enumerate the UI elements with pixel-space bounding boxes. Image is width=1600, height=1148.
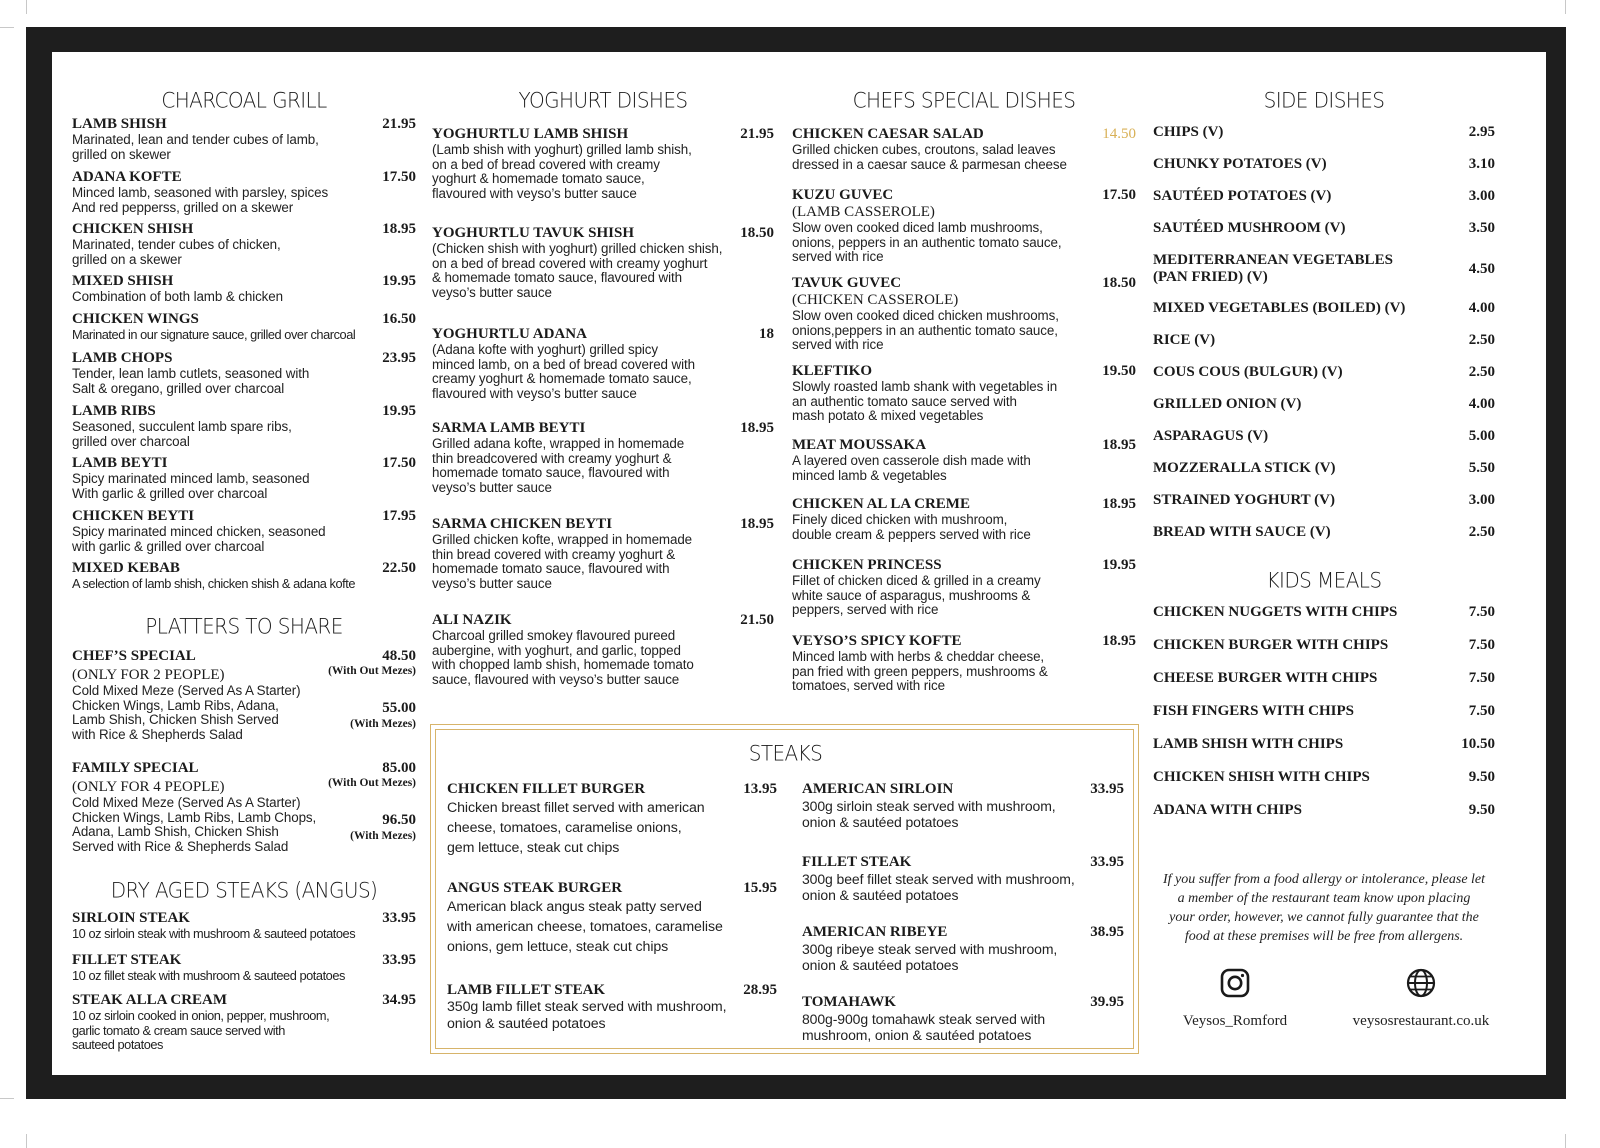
menu-item xyxy=(802,854,1124,903)
desc-line: grilled on skewer xyxy=(72,146,171,162)
desc-line: 300g beef fillet steak served with mushroom, xyxy=(802,871,1075,887)
menu-item xyxy=(802,924,1124,973)
allergy-line: a member of the restaurant team know upon placing xyxy=(1177,891,1471,906)
item-name: GRILLED ONION (V) xyxy=(1153,396,1302,412)
item-name-line2: (PAN FRIED) (V) xyxy=(1153,269,1268,285)
menu-item xyxy=(792,633,1136,694)
item-price: 4.00 xyxy=(1468,396,1495,412)
item-name: CHICKEN PRINCESS xyxy=(792,557,942,573)
menu-item xyxy=(1153,364,1495,396)
price-with-mezes: 96.50 xyxy=(382,812,416,828)
item-name: ALI NAZIK xyxy=(432,612,512,628)
desc-line: veyso’s butter sauce xyxy=(432,479,552,495)
item-name: CHICKEN NUGGETS WITH CHIPS xyxy=(1153,604,1398,620)
item-name: MEDITERRANEAN VEGETABLES xyxy=(1153,252,1393,268)
menu-item xyxy=(72,169,416,215)
desc-line: 350g lamb fillet steak served with mushroom, xyxy=(447,999,727,1015)
desc-line: (Chicken shish with yoghurt) grilled chicken shish, xyxy=(432,241,723,256)
desc-line: onion & sautéed potatoes xyxy=(447,1016,606,1032)
menu-item xyxy=(432,516,774,591)
desc-line: garlic tomato & cream sauce served with xyxy=(72,1022,285,1038)
desc-line: tomatoes, served with rice xyxy=(792,678,945,694)
section-title-kids-meals: KIDS MEALS xyxy=(1266,567,1382,593)
item-name: SARMA CHICKEN BEYTI xyxy=(432,516,613,532)
section-title-steaks: STEAKS xyxy=(748,740,823,766)
item-price: 28.95 xyxy=(743,982,777,998)
item-price: 5.50 xyxy=(1468,460,1495,476)
menu-sheet xyxy=(52,52,1546,1075)
item-price: 2.50 xyxy=(1468,364,1495,380)
item-name: VEYSO’S SPICY KOFTE xyxy=(792,633,962,649)
price-without-mezes: 85.00 xyxy=(382,760,416,776)
desc-line: 300g sirloin steak served with mushroom, xyxy=(802,798,1056,814)
item-price: 33.95 xyxy=(1090,781,1124,797)
item-name: ADANA KOFTE xyxy=(72,169,182,185)
section-title-platters: PLATTERS TO SHARE xyxy=(145,613,343,639)
desc-line: Charcoal grilled smokey flavoured pureed xyxy=(432,628,676,643)
desc-line: grilled over charcoal xyxy=(72,433,190,449)
desc-line: onions, peppers in an authentic tomato sauce, xyxy=(792,234,1062,250)
menu-item xyxy=(447,880,777,957)
item-name: MIXED VEGETABLES (BOILED) (V) xyxy=(1153,300,1406,316)
item-name: CHIPS (V) xyxy=(1153,124,1224,140)
section-title-yoghurt-dishes: YOGHURT DISHES xyxy=(518,87,688,113)
item-price: 7.50 xyxy=(1468,703,1495,719)
item-name: AMERICAN RIBEYE xyxy=(802,924,948,940)
item-subtitle: (CHICKEN CASSEROLE) xyxy=(792,292,959,308)
item-name: KUZU GUVEC xyxy=(792,187,894,203)
desc-line: (Lamb shish with yoghurt) grilled lamb shish, xyxy=(432,142,692,157)
item-name: CHICKEN SHISH xyxy=(72,221,194,237)
desc-line: onion & sautéed potatoes xyxy=(802,957,959,973)
desc-line: with american cheese, tomatoes, caramelise xyxy=(447,919,723,935)
desc-line: with chopped lamb shish, homemade tomato xyxy=(432,657,694,673)
desc-line: peppers, served with rice xyxy=(792,602,939,618)
item-name: CHICKEN SHISH WITH CHIPS xyxy=(1153,769,1370,785)
item-price: 4.50 xyxy=(1468,261,1495,277)
note-with-mezes: (With Mezes) xyxy=(350,718,416,730)
desc-line: dressed in a caesar sauce & parmesan cheese xyxy=(792,156,1067,172)
desc-line: veyso’s butter sauce xyxy=(432,575,552,591)
desc-line: 10 oz sirloin steak with mushroom & sauteed potatoes xyxy=(72,926,356,941)
item-name: LAMB SHISH xyxy=(72,116,167,132)
desc-line: yoghurt & homemade tomato sauce, xyxy=(432,171,645,187)
item-name: STRAINED YOGHURT (V) xyxy=(1153,492,1335,508)
item-name: YOGHURTLU ADANA xyxy=(432,326,587,342)
desc-line: Minced lamb, seasoned with parsley, spices xyxy=(72,185,329,200)
desc-line: & homemade tomato sauce, flavoured with xyxy=(432,270,682,286)
item-price: 18.50 xyxy=(740,225,774,241)
globe-icon xyxy=(1406,968,1436,998)
desc-line: sauteed potatoes xyxy=(72,1037,163,1053)
menu-item xyxy=(792,275,1136,353)
desc-line: minced lamb & vegetables xyxy=(792,467,947,483)
item-price: 2.95 xyxy=(1468,124,1495,140)
steaks-box xyxy=(430,724,1139,1054)
menu-item xyxy=(72,273,416,305)
crop-mark-left-bottom xyxy=(0,1098,14,1099)
desc-line: Salt & oregano, grilled over charcoal xyxy=(72,380,285,396)
menu-item xyxy=(1153,396,1495,428)
item-name: CHEF’S SPECIAL xyxy=(72,648,196,664)
item-price: 3.00 xyxy=(1468,492,1495,508)
price-with-mezes: 55.00 xyxy=(382,700,416,716)
item-name: CHICKEN FILLET BURGER xyxy=(447,781,646,797)
desc-line: Grilled chicken kofte, wrapped in homemade xyxy=(432,532,693,547)
item-name: FILLET STEAK xyxy=(72,952,182,968)
menu-item xyxy=(792,363,1136,424)
item-price: 9.50 xyxy=(1468,802,1495,818)
desc-line: veyso’s butter sauce xyxy=(432,284,552,300)
desc-line: Chicken Wings, Lamb Ribs, Adana, xyxy=(72,697,279,713)
section-title-side-dishes: SIDE DISHES xyxy=(1263,87,1385,113)
item-price: 18.95 xyxy=(740,516,774,532)
item-price: 19.95 xyxy=(382,403,416,419)
menu-item xyxy=(1153,188,1495,220)
item-price: 3.50 xyxy=(1468,220,1495,236)
item-name: MOZZERALLA STICK (V) xyxy=(1153,460,1336,476)
desc-line: thin bread covered with creamy yoghurt & xyxy=(432,546,676,562)
item-price: 7.50 xyxy=(1468,670,1495,686)
item-name: SIRLOIN STEAK xyxy=(72,910,190,926)
desc-line: Spicy marinated minced chicken, seasoned xyxy=(72,524,326,539)
menu-item xyxy=(72,311,416,343)
item-name: SAUTÉED MUSHROOM (V) xyxy=(1153,220,1346,236)
item-price: 23.95 xyxy=(382,350,416,366)
price-without-mezes: 48.50 xyxy=(382,648,416,664)
menu-item xyxy=(792,557,1136,618)
desc-line: white sauce of asparagus, mushrooms & xyxy=(792,587,1031,603)
desc-line: 300g ribeye steak served with mushroom, xyxy=(802,941,1058,957)
item-name: CHICKEN AL LA CREME xyxy=(792,496,970,512)
desc-line: Grilled adana kofte, wrapped in homemade xyxy=(432,436,685,451)
menu-item xyxy=(72,403,416,449)
desc-line: Adana, Lamb Shish, Chicken Shish xyxy=(72,824,279,840)
item-price: 4.00 xyxy=(1468,300,1495,316)
menu-item xyxy=(447,781,777,858)
item-name: MEAT MOUSSAKA xyxy=(792,437,927,453)
desc-line: Spicy marinated minced lamb, seasoned xyxy=(72,471,310,486)
desc-line: Grilled chicken cubes, croutons, salad leaves xyxy=(792,142,1056,157)
desc-line: 10 oz sirloin cooked in onion, pepper, mushroom, xyxy=(72,1008,330,1023)
item-price: 38.95 xyxy=(1090,924,1124,940)
note-without-mezes: (With Out Mezes) xyxy=(328,777,416,789)
item-price: 18.95 xyxy=(382,221,416,237)
desc-line: with Rice & Shepherds Salad xyxy=(72,726,243,742)
allergy-line: If you suffer from a food allergy or intolerance, please let xyxy=(1162,872,1486,887)
item-price: 21.50 xyxy=(740,612,774,628)
desc-line: Chicken Wings, Lamb Ribs, Lamb Chops, xyxy=(72,809,317,825)
desc-line: Slow oven cooked diced lamb mushrooms, xyxy=(792,220,1043,235)
desc-line: flavoured with veyso’s butter sauce xyxy=(432,185,637,201)
desc-line: Cold Mixed Meze (Served As A Starter) xyxy=(72,795,301,810)
menu-item xyxy=(1153,802,1495,834)
allergy-notice xyxy=(1153,870,1495,946)
item-name: YOGHURTLU TAVUK SHISH xyxy=(432,225,635,241)
menu-item xyxy=(792,437,1136,483)
item-subtitle: (ONLY FOR 4 PEOPLE) xyxy=(72,779,225,795)
item-name: LAMB BEYTI xyxy=(72,455,168,471)
item-price: 19.95 xyxy=(382,273,416,289)
desc-line: Combination of both lamb & chicken xyxy=(72,289,283,304)
crop-mark-top-left xyxy=(26,0,27,14)
item-name: MIXED KEBAB xyxy=(72,560,180,576)
item-name: LAMB FILLET STEAK xyxy=(447,982,606,998)
item-name: ADANA WITH CHIPS xyxy=(1153,802,1302,818)
desc-line: aubergine, with yoghurt, and garlic, topped xyxy=(432,642,681,658)
item-name: RICE (V) xyxy=(1153,332,1216,348)
menu-item xyxy=(432,612,774,687)
desc-line: onions,peppers in an authentic tomato sauce, xyxy=(792,322,1058,338)
menu-item xyxy=(72,350,416,396)
item-price: 2.50 xyxy=(1468,332,1495,348)
menu-item xyxy=(792,187,1136,265)
item-price: 17.50 xyxy=(1102,187,1136,203)
item-price: 33.95 xyxy=(382,952,416,968)
item-subtitle: (ONLY FOR 2 PEOPLE) xyxy=(72,667,225,683)
item-name: CHICKEN BURGER WITH CHIPS xyxy=(1153,637,1389,653)
item-price: 18 xyxy=(759,326,774,342)
allergy-line: your order, however, we cannot fully guarantee that the xyxy=(1169,910,1479,925)
desc-line: Served with Rice & Shepherds Salad xyxy=(72,838,289,854)
item-name: LAMB SHISH WITH CHIPS xyxy=(1153,736,1344,752)
note-with-mezes: (With Mezes) xyxy=(350,830,416,842)
section-title-chefs-special: CHEFS SPECIAL DISHES xyxy=(852,87,1076,113)
desc-line: 10 oz fillet steak with mushroom & sauteed potatoes xyxy=(72,968,345,983)
desc-line: 800g-900g tomahawk steak served with xyxy=(802,1011,1046,1027)
menu-item xyxy=(72,221,416,267)
item-price: 3.10 xyxy=(1468,156,1495,172)
desc-line: onion & sautéed potatoes xyxy=(802,814,959,830)
desc-line: flavoured with veyso’s butter sauce xyxy=(432,385,637,401)
desc-line: minced lamb, on a bed of bread covered with xyxy=(432,356,695,372)
item-name: SARMA LAMB BEYTI xyxy=(432,420,586,436)
item-price: 18.95 xyxy=(1102,633,1136,649)
desc-line: Seasoned, succulent lamb spare ribs, xyxy=(72,419,292,434)
menu-item xyxy=(72,455,416,501)
menu-item xyxy=(1153,736,1495,768)
desc-line: homemade tomato sauce, flavoured with xyxy=(432,561,670,577)
item-name: STEAK ALLA CREAM xyxy=(72,992,228,1008)
item-price: 18.95 xyxy=(740,420,774,436)
item-price: 2.50 xyxy=(1468,524,1495,540)
menu-item xyxy=(1153,460,1495,492)
menu-item xyxy=(1153,300,1495,332)
desc-line: creamy yoghurt & homemade tomato sauce, xyxy=(432,371,692,387)
crop-mark-bottom-right xyxy=(1565,1134,1566,1148)
menu-item xyxy=(1153,252,1495,284)
menu-item xyxy=(1153,492,1495,524)
desc-line: served with rice xyxy=(792,337,884,353)
note-without-mezes: (With Out Mezes) xyxy=(328,665,416,677)
instagram-icon xyxy=(1220,968,1250,998)
item-name: AMERICAN SIRLOIN xyxy=(802,781,954,797)
desc-line: Marinated, lean and tender cubes of lamb, xyxy=(72,132,319,147)
item-price: 22.50 xyxy=(382,560,416,576)
item-name: BREAD WITH SAUCE (V) xyxy=(1153,524,1331,540)
desc-line: onion & sautéed potatoes xyxy=(802,887,959,903)
item-name: TOMAHAWK xyxy=(802,994,896,1010)
menu-item xyxy=(1153,124,1495,156)
crop-mark-left-top xyxy=(0,27,14,28)
item-name: CHICKEN CAESAR SALAD xyxy=(792,126,984,142)
menu-item xyxy=(447,982,777,1033)
item-name: LAMB RIBS xyxy=(72,403,156,419)
menu-item xyxy=(792,126,1136,172)
item-price: 17.50 xyxy=(382,455,416,471)
desc-line: thin breadcovered with creamy yoghurt & xyxy=(432,450,672,466)
desc-line: with garlic & grilled over charcoal xyxy=(72,538,265,554)
desc-line: on a bed of bread covered with creamy xyxy=(432,156,660,172)
desc-line: mushroom, onion & sautéed potatoes xyxy=(802,1027,1032,1043)
desc-line: Marinated, tender cubes of chicken, xyxy=(72,237,281,252)
item-price: 7.50 xyxy=(1468,637,1495,653)
item-name: MIXED SHISH xyxy=(72,273,174,289)
menu-item xyxy=(72,910,416,942)
item-name: CHUNKY POTATOES (V) xyxy=(1153,156,1327,172)
desc-line: A layered oven casserole dish made with xyxy=(792,453,1031,468)
desc-line: A selection of lamb shish, chicken shish & adana kofte xyxy=(72,576,356,591)
item-price: 7.50 xyxy=(1468,604,1495,620)
item-price: 19.95 xyxy=(1102,557,1136,573)
menu-item xyxy=(72,116,416,162)
item-name: CHICKEN WINGS xyxy=(72,311,199,327)
desc-line: served with rice xyxy=(792,249,884,265)
item-subtitle: (LAMB CASSEROLE) xyxy=(792,204,935,220)
menu-item xyxy=(72,992,416,1053)
platter-chefs-special xyxy=(72,648,416,748)
menu-item xyxy=(72,952,416,984)
desc-line: grilled on a skewer xyxy=(72,251,182,267)
item-price: 14.50 xyxy=(1102,126,1136,142)
item-price: 19.50 xyxy=(1102,363,1136,379)
desc-line: onions, gem lettuce, steak cut chips xyxy=(447,939,669,955)
desc-line: gem lettuce, steak cut chips xyxy=(447,840,620,856)
desc-line: sauce, flavoured with veyso’s butter sauce xyxy=(432,671,680,687)
menu-item xyxy=(72,560,416,592)
item-name: FAMILY SPECIAL xyxy=(72,760,199,776)
item-price: 17.50 xyxy=(382,169,416,185)
platter-family-special xyxy=(72,760,416,860)
desc-line: on a bed of bread covered with creamy yoghurt xyxy=(432,255,708,271)
item-name: FISH FINGERS WITH CHIPS xyxy=(1153,703,1355,719)
menu-item xyxy=(1153,220,1495,252)
desc-line: Slow oven cooked diced chicken mushrooms, xyxy=(792,308,1059,323)
item-price: 33.95 xyxy=(1090,854,1124,870)
desc-line: double cream & peppers served with rice xyxy=(792,526,1031,542)
allergy-line: food at these premises will be free from allergens. xyxy=(1184,929,1464,944)
desc-line: American black angus steak patty served xyxy=(447,899,702,915)
desc-line: cheese, tomatoes, caramelise onions, xyxy=(447,820,682,836)
crop-mark-bottom-left xyxy=(26,1134,27,1148)
item-price: 34.95 xyxy=(382,992,416,1008)
menu-item xyxy=(432,225,774,300)
desc-line: homemade tomato sauce, flavoured with xyxy=(432,465,670,481)
item-price: 13.95 xyxy=(743,781,777,797)
desc-line: Cold Mixed Meze (Served As A Starter) xyxy=(72,683,301,698)
menu-item xyxy=(792,496,1136,542)
menu-item xyxy=(1153,524,1495,556)
item-name: KLEFTIKO xyxy=(792,363,873,379)
item-price: 39.95 xyxy=(1090,994,1124,1010)
menu-item xyxy=(432,420,774,495)
item-price: 33.95 xyxy=(382,910,416,926)
desc-line: Tender, lean lamb cutlets, seasoned with xyxy=(72,366,310,381)
menu-item xyxy=(432,126,774,201)
item-price: 15.95 xyxy=(743,880,777,896)
item-price: 18.95 xyxy=(1102,437,1136,453)
item-price: 5.00 xyxy=(1468,428,1495,444)
item-name: SAUTÉED POTATOES (V) xyxy=(1153,188,1332,204)
item-price: 3.00 xyxy=(1468,188,1495,204)
desc-line: Marinated in our signature sauce, grilled over charcoal xyxy=(72,327,356,342)
menu-item xyxy=(1153,637,1495,669)
desc-line: (Adana kofte with yoghurt) grilled spicy xyxy=(432,342,658,357)
item-name: TAVUK GUVEC xyxy=(792,275,902,291)
item-name: YOGHURTLU LAMB SHISH xyxy=(432,126,629,142)
menu-item xyxy=(432,326,774,401)
item-price: 21.95 xyxy=(740,126,774,142)
item-price: 9.50 xyxy=(1468,769,1495,785)
item-name: ANGUS STEAK BURGER xyxy=(447,880,623,896)
item-name: LAMB CHOPS xyxy=(72,350,173,366)
crop-mark-top-right xyxy=(1565,0,1566,14)
item-name: CHICKEN BEYTI xyxy=(72,508,195,524)
menu-item xyxy=(1153,769,1495,801)
item-name: ASPARAGUS (V) xyxy=(1153,428,1269,444)
menu-item xyxy=(802,994,1124,1043)
menu-item xyxy=(1153,332,1495,364)
menu-item xyxy=(1153,604,1495,636)
instagram-handle[interactable]: Veysos_Romford xyxy=(1182,1013,1288,1029)
desc-line: pan fried with green peppers, mushrooms & xyxy=(792,663,1048,679)
desc-line: an authentic tomato sauce served with xyxy=(792,393,1017,409)
section-title-charcoal-grill: CHARCOAL GRILL xyxy=(161,87,327,113)
menu-item xyxy=(1153,156,1495,188)
desc-line: And red pepperss, grilled on a skewer xyxy=(72,199,294,215)
desc-line: Chicken breast fillet served with american xyxy=(447,800,705,816)
item-price: 18.95 xyxy=(1102,496,1136,512)
desc-line: Finely diced chicken with mushroom, xyxy=(792,512,1008,527)
item-price: 17.95 xyxy=(382,508,416,524)
item-name: FILLET STEAK xyxy=(802,854,912,870)
desc-line: mash potato & mixed vegetables xyxy=(792,408,984,424)
desc-line: Lamb Shish, Chicken Shish Served xyxy=(72,712,279,728)
menu-item xyxy=(1153,670,1495,702)
desc-line: With garlic & grilled over charcoal xyxy=(72,485,268,501)
desc-line: Slowly roasted lamb shank with vegetables in xyxy=(792,379,1058,394)
item-price: 16.50 xyxy=(382,311,416,327)
section-title-dry-aged-steaks: DRY AGED STEAKS (ANGUS) xyxy=(110,877,378,903)
desc-line: Minced lamb with herbs & cheddar cheese, xyxy=(792,649,1045,664)
item-name: COUS COUS (BULGUR) (V) xyxy=(1153,364,1343,380)
menu-item xyxy=(1153,428,1495,460)
menu-item xyxy=(72,508,416,554)
menu-item xyxy=(802,781,1124,830)
website-link[interactable]: veysosrestaurant.co.uk xyxy=(1352,1013,1490,1029)
item-name: CHEESE BURGER WITH CHIPS xyxy=(1153,670,1378,686)
desc-line: Fillet of chicken diced & grilled in a creamy xyxy=(792,573,1041,588)
item-price: 10.50 xyxy=(1461,736,1495,752)
menu-item xyxy=(1153,703,1495,735)
item-price: 21.95 xyxy=(382,116,416,132)
item-price: 18.50 xyxy=(1102,275,1136,291)
